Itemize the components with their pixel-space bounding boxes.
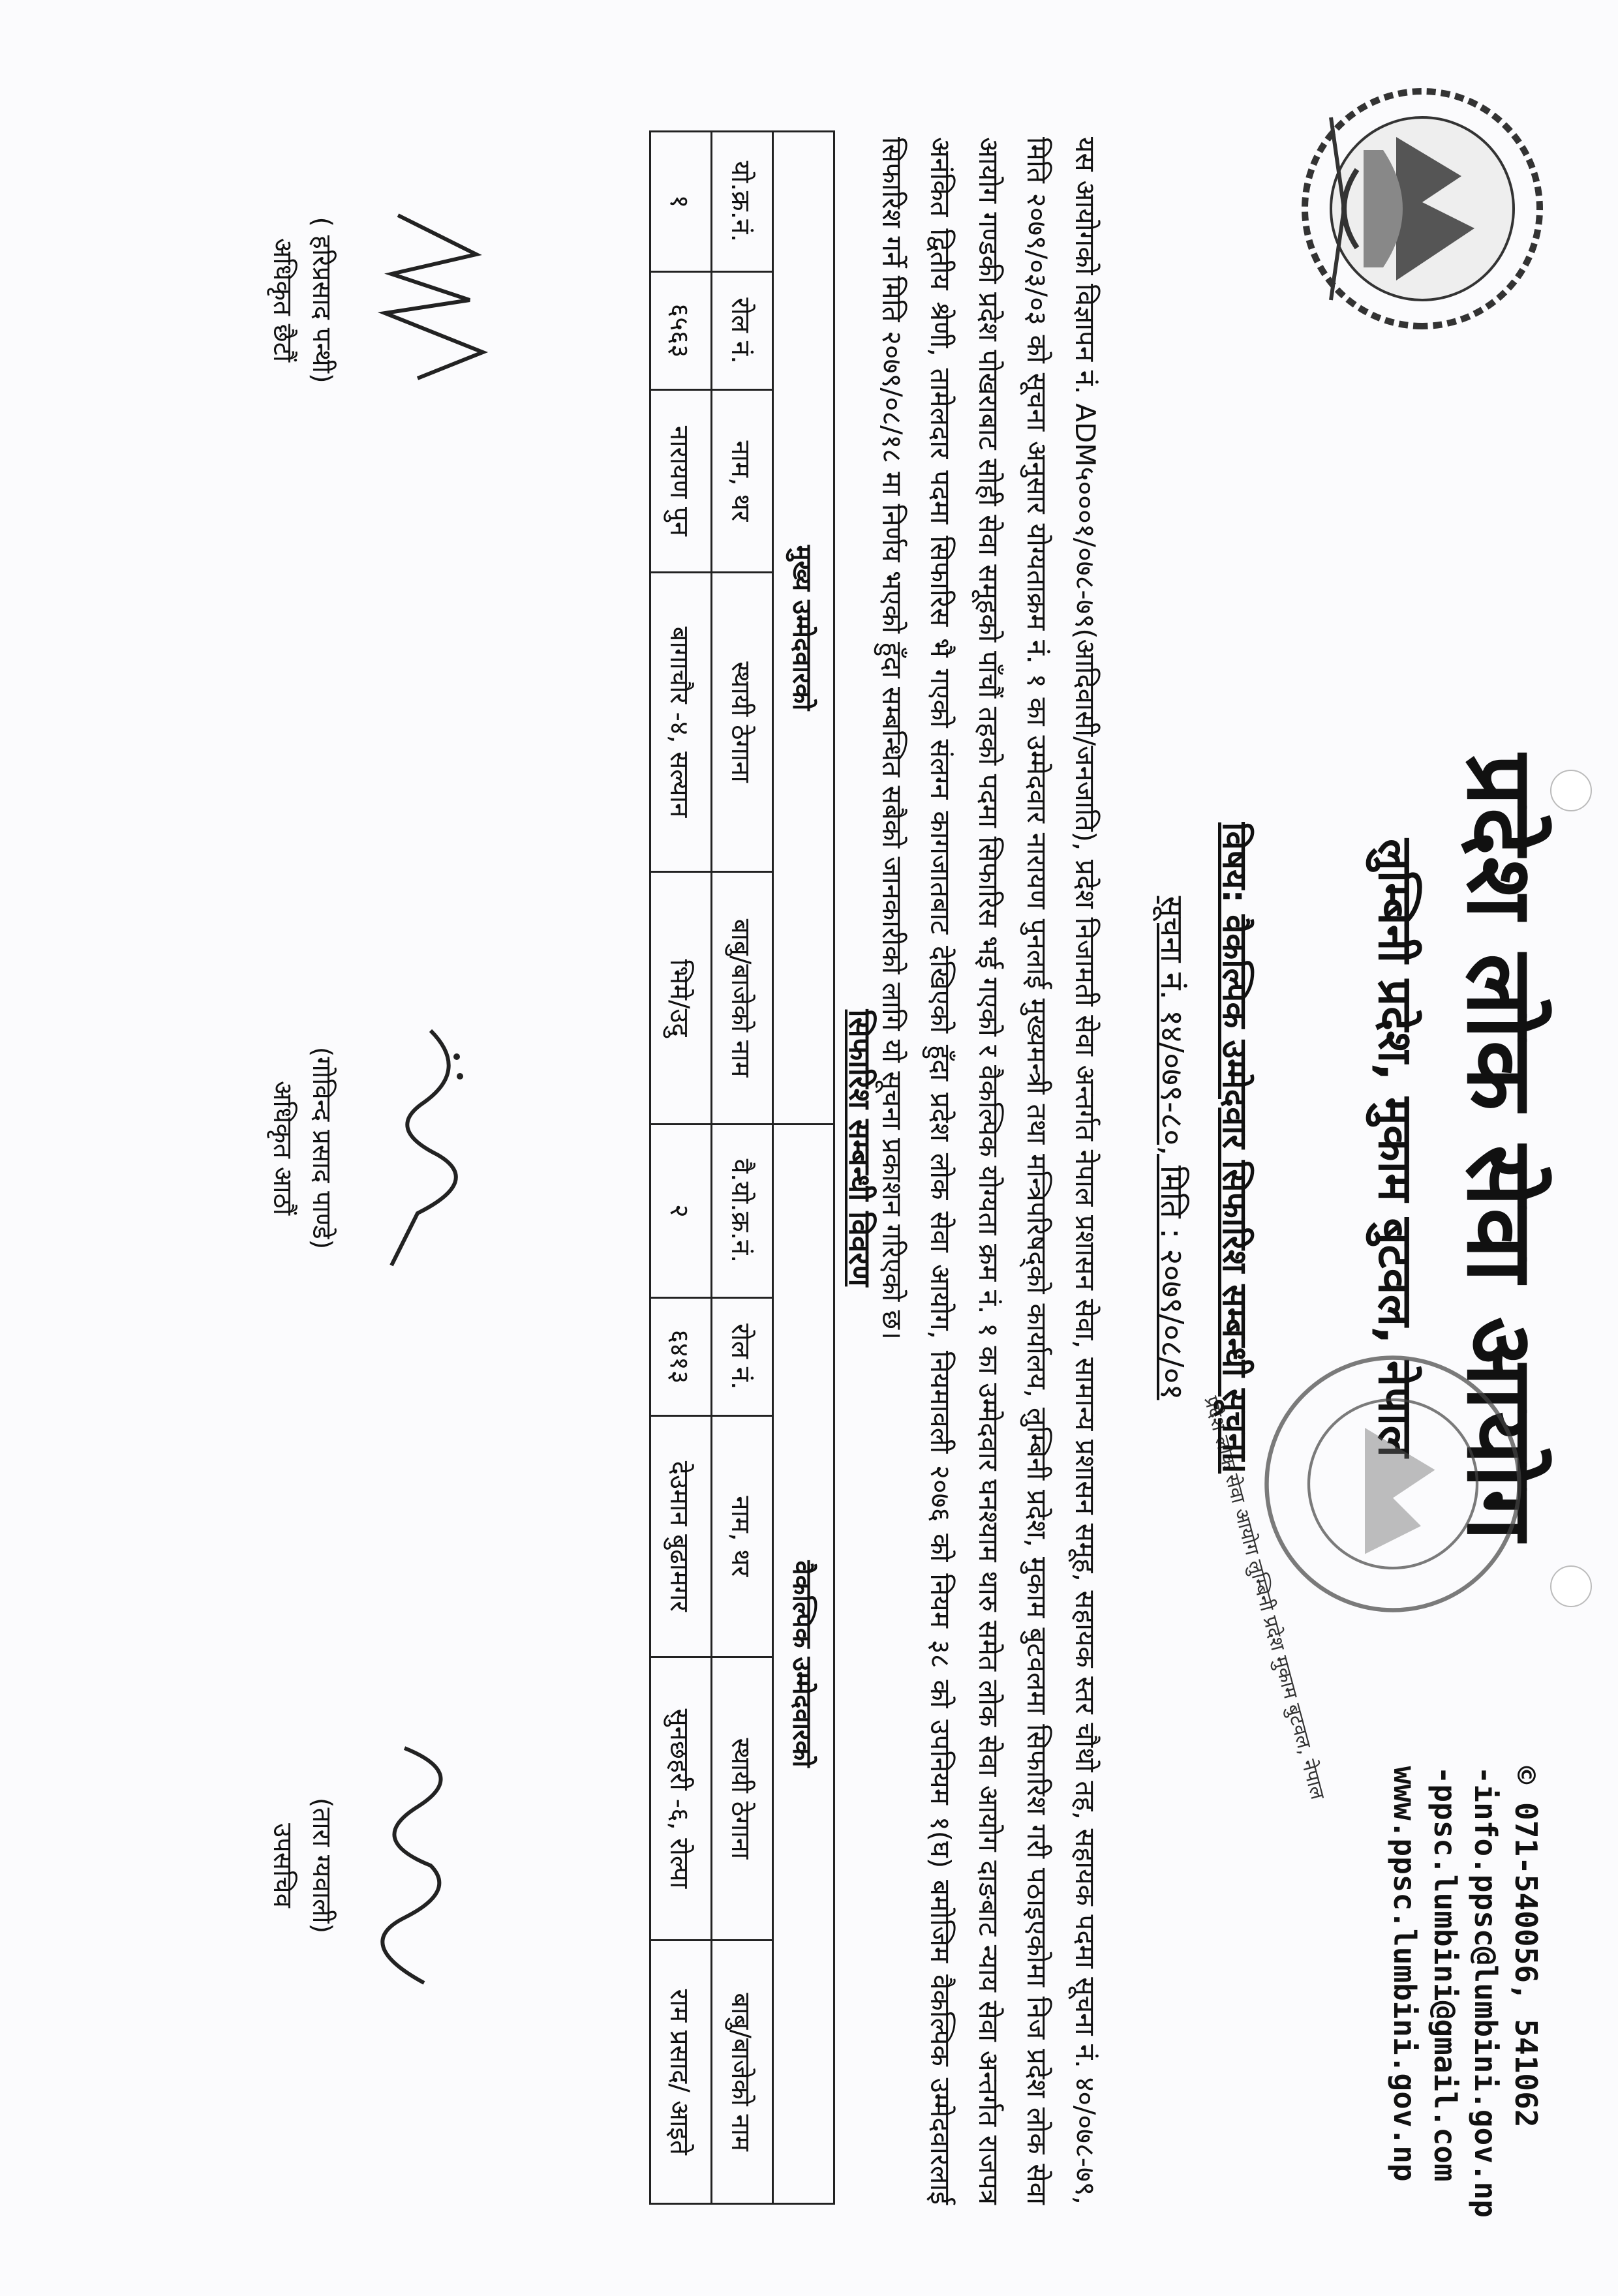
col-main-roll: रोल नं. bbox=[712, 271, 773, 389]
email-info[interactable]: info.ppsc@lumbini.gov.np bbox=[1468, 1784, 1503, 2218]
main-candidate-group: मुख्य उम्मेदवारको bbox=[773, 132, 834, 1125]
organization-address: लुम्बिनी प्रदेश, मुकाम बुटवल, नेपाल bbox=[1368, 838, 1423, 1458]
office-seal bbox=[1253, 1344, 1533, 1624]
alt-candidate-group: वैकल्पिक उम्मेदवारको bbox=[773, 1125, 834, 2204]
signatory-name-2: (गोविन्द प्रसाद पाण्डे) bbox=[307, 1046, 337, 1250]
col-alt-rank: वै.यो.क्र.नं. bbox=[712, 1125, 773, 1298]
signatory-title-1: अधिकृत छैटौं bbox=[267, 237, 298, 363]
col-alt-roll: रोल नं. bbox=[712, 1297, 773, 1415]
table-caption: सिफारिश सम्बन्धी विवरण bbox=[842, 1009, 878, 1287]
cell-main-address: बागाचौर -४, सल्यान bbox=[650, 572, 712, 872]
signature-block-3 bbox=[263, 1683, 509, 2048]
table-header-row bbox=[712, 132, 773, 2204]
notice-number: सूचना नं. १४/०७९-८०, मिति : २०७९/०८/०१ bbox=[1153, 896, 1190, 1400]
col-main-address: स्थायी ठेगाना bbox=[712, 572, 773, 872]
cell-alt-address: सुनछहरी -६, रोल्पा bbox=[650, 1657, 712, 1941]
col-main-name: नाम, थर bbox=[712, 390, 773, 573]
phone-icon: © bbox=[1508, 1766, 1544, 1803]
signatory-name-3: (तारा ग्यवाली) bbox=[307, 1797, 337, 1934]
phone-number: 071-540056, 541062 bbox=[1508, 1802, 1544, 2128]
email-line-1[interactable]: -info.ppsc@lumbini.gov.np bbox=[1468, 1766, 1503, 2218]
notice-body: यस आयोगको विज्ञापन नं. ADM५०००१/०७८-७९(आदिवासी/जनजाति), प्रदेश निजामती सेवा अन्तर्गत नेपाल प्रशासन सेवा, सामान्य प्रशासन समूह, सहायक स्तर चौथो तह, सहायक पदमा सूचना नं. ४०/०७८-७९, मिति २०७९/०३/०३ को सूचना अनुसार योग्यताक्रम नं. १ का उम्मेदवार नारायण पुनलाई मुख्यमन्त्री तथा मन्त्रिपरिषद्को कार्यालय, लुम्बिनी प्रदेश, मुकाम बुटवलमा सिफारिश गरी पठाइएकोमा निज प्रदेश लोक सेवा आयोग गण्डकी प्रदेश पोखराबाट सोही सेवा समूहको पाँचौं तहको पदमा सिफारिस भई गएको र वैकल्पिक योग्यता क्रम नं. १ का उम्मेदवार घनश्याम थारु समेत लोक सेवा आयोग दाङबाट न्याय सेवा अन्तर्गत राजपत्र अनंकित द्वितीय श्रेणी, तामेलदार पदमा सिफारिस भै गएको संलग्न कागजातबाट देखिएको हुँदा प्रदेश लोक सेवा आयोग, नियमावली २०७६ को नियम ३८ को उपनियम १(घ) बमोजिम वैकल्पिक उम्मेदवारलाई सिफारिश गर्ने मिति २०७९/०८/१८ मा निर्णय भएको हुँदा सम्बन्धित सबैको जानकारीको लागि यो सूचना प्रकाशन गरिएको छ। bbox=[876, 137, 1101, 2205]
handwritten-signature-1 bbox=[352, 202, 509, 398]
email-gmail[interactable]: ppsc.lumbini@gmail.com bbox=[1427, 1784, 1463, 2182]
cell-main-roll: ६५६३ bbox=[650, 271, 712, 389]
col-main-father: बाबु/बाजेको नाम bbox=[712, 872, 773, 1125]
cell-alt-name: देउमान बुढामगर bbox=[650, 1416, 712, 1657]
col-alt-name: नाम, थर bbox=[712, 1416, 773, 1657]
recommendation-table bbox=[649, 130, 835, 2205]
handwritten-signature-3 bbox=[352, 1735, 509, 1996]
cell-main-name: नारायण पुन bbox=[650, 390, 712, 573]
website-line[interactable] bbox=[1384, 1766, 1425, 2218]
table-row bbox=[650, 132, 712, 2204]
contact-block bbox=[1384, 1766, 1546, 2218]
signature-block-1 bbox=[263, 117, 509, 483]
handwritten-signature-2 bbox=[352, 1018, 509, 1278]
signature-block-2 bbox=[263, 965, 509, 1331]
seal-text: प्रदेश लोक सेवा आयोग लुम्बिनी प्रदेश मुकाम बुटवल, नेपाल bbox=[1199, 1393, 1330, 1802]
cell-main-father: भिमे/उदु bbox=[650, 872, 712, 1125]
email-line-2[interactable]: -ppsc.lumbini@gmail.com bbox=[1427, 1766, 1463, 2182]
subject-line: विषय: वैकल्पिक उम्मेदवार सिफारिश सम्बन्धी सूचना। bbox=[1215, 822, 1254, 1474]
website-link[interactable]: www.ppsc.lumbini.gov.np bbox=[1387, 1766, 1422, 2182]
cell-main-rank: १ bbox=[650, 132, 712, 272]
cell-alt-roll: ६४१३ bbox=[650, 1297, 712, 1415]
signatory-title-3: उपसचिव bbox=[267, 1823, 298, 1908]
signatory-title-2: अधिकृत आठौं bbox=[267, 1080, 298, 1216]
cell-alt-rank: २ bbox=[650, 1125, 712, 1298]
phone-line bbox=[1506, 1766, 1546, 2218]
table-group-row bbox=[773, 132, 834, 2204]
organization-title: प्रदेश लोक सेवा आयोग bbox=[1446, 753, 1553, 1543]
col-main-rank: यो.क्र.नं. bbox=[712, 132, 773, 272]
col-alt-address: स्थायी ठेगाना bbox=[712, 1657, 773, 1941]
signatory-name-1: ( हरिप्रसाद पन्थी) bbox=[307, 217, 337, 384]
col-alt-father: बाबु/बाजेको नाम bbox=[712, 1941, 773, 2204]
cell-alt-father: राम प्रसाद/ आइते bbox=[650, 1941, 712, 2204]
